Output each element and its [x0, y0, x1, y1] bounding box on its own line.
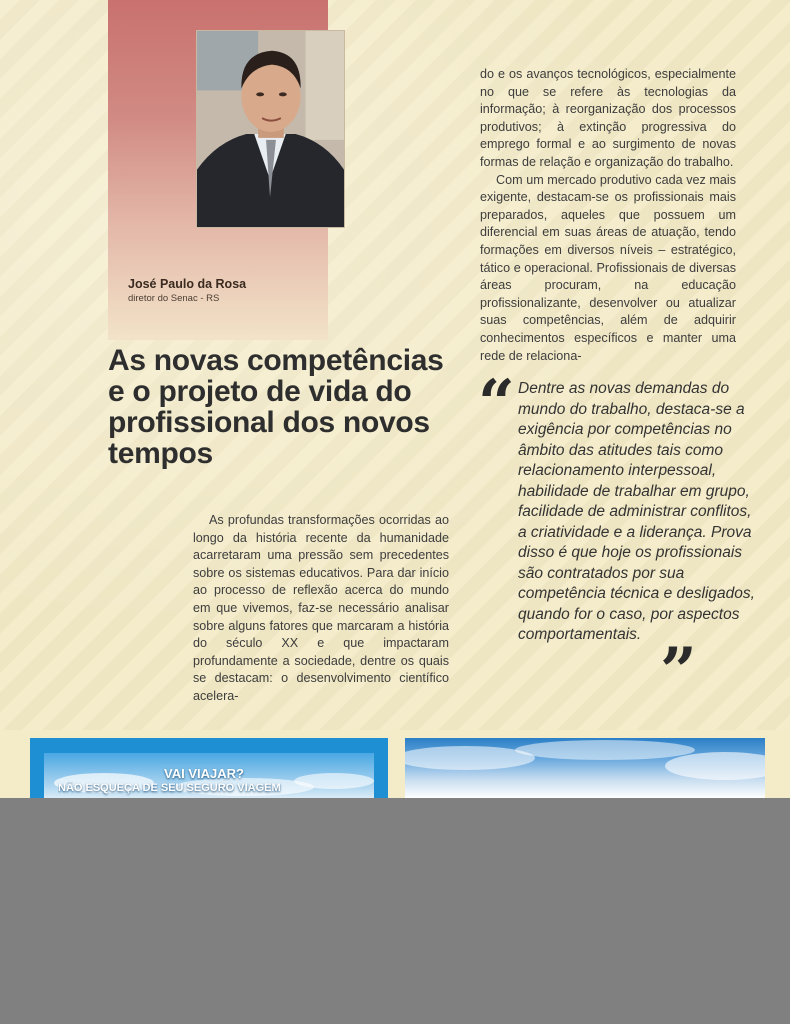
- article-column-right: [480, 66, 736, 365]
- close-quote-icon: ”: [660, 634, 697, 709]
- pull-quote: Dentre as novas demandas do mundo do trabalho, destaca-se a exigência por competências no âmbito das atitudes tais como relacionamento interpessoal, habilidade de trabalhar em grupo, facilidade de administrar conflitos, a criatividade e a liderança. Prova disso é que hoje os profissionais são contratados por sua competência técnica e desligados, quando for o caso, por aspectos comportamentais.: [518, 380, 755, 643]
- redacted-area: [0, 798, 790, 1024]
- article-paragraph: As profundas transformações ocorridas ao longo da história recente da humanidade acarretaram uma pressão sem precedentes sobre os sistemas educativos. Para dar início ao processo de reflexão acerca do mundo em que vivemos, faz-se necessário analisar sobre alguns fatores que marcaram a história do século XX e que impactaram profundamente a sociedade, dentre os quais se destacam: o desenvolvimento científico acelera-: [193, 513, 449, 703]
- author-role: diretor do Senac - RS: [128, 293, 220, 304]
- travel-ad-subtitle: NÃO ESQUEÇA DE SEU SEGURO VIAGEM: [58, 782, 281, 794]
- author-name: José Paulo da Rosa: [128, 277, 247, 291]
- article-column-left: [193, 512, 449, 706]
- article-paragraph: Com um mercado produtivo cada vez mais exigente, destacam-se os profissionais mais preparados, aqueles que possuem um diferencial em suas áreas de atuação, tendo formações em diversos níveis – estratégico, tático e operacional. Profissionais de diversas áreas procuram, na educação profissionalizante, desenvolver ou atualizar suas competências, além de adquirir conhecimentos específicos e manter uma rede de relaciona-: [480, 172, 736, 363]
- open-quote-icon: “: [478, 366, 515, 441]
- sky-ad-banner[interactable]: [405, 738, 765, 798]
- travel-ad-title: VAI VIAJAR?: [164, 766, 244, 781]
- article-paragraph: do e os avanços tecnológicos, especialmente no que se refere às tecnologias da informação; à reorganização dos processos produtivos; à extinção progressiva do emprego formal e ao surgimento de novas formas de relação e organização do trabalho.: [480, 67, 736, 169]
- author-photo: [196, 30, 345, 228]
- article-headline: As novas competências e o projeto de vida do profissional dos novos tempos: [108, 344, 444, 470]
